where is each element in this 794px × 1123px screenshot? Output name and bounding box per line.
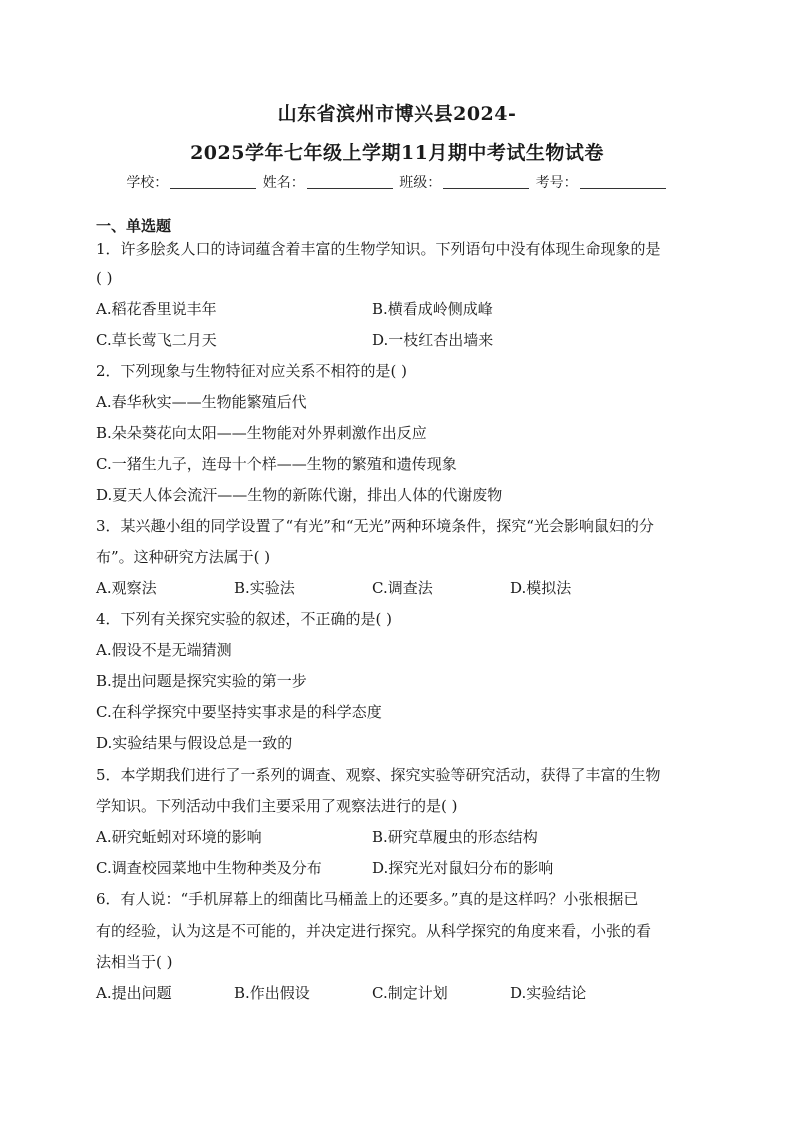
question-3-stem-line2: 布”。这种研究方法属于( ) [96,548,271,566]
question-6-option-a[interactable]: A.提出问题 [96,984,172,1002]
question-2-option-b[interactable]: B.朵朵葵花向太阳——生物能对外界刺激作出反应 [96,424,427,442]
question-3-option-d[interactable]: D.模拟法 [510,579,572,597]
exam-title-line2: 2025学年七年级上学期11月期中考试生物试卷 [190,142,604,164]
question-6-stem-line1: 6．有人说：“手机屏幕上的细菌比马桶盖上的还要多。”真的是这样吗？小张根据已 [96,890,639,908]
question-4-option-a[interactable]: A.假设不是无端猜测 [96,641,232,659]
class-blank[interactable] [443,174,529,189]
question-5-stem-line2: 学知识。下列活动中我们主要采用了观察法进行的是( ) [96,797,458,815]
question-6-stem-line2: 有的经验，认为这是不可能的，并决定进行探究。从科学探究的角度来看，小张的看 [96,922,652,940]
name-label: 姓名： [262,175,305,191]
question-1-stem-line2: ( ) [96,269,113,287]
question-4-option-b[interactable]: B.提出问题是探究实验的第一步 [96,672,307,690]
question-4-stem-line1: 4．下列有关探究实验的叙述，不正确的是( ) [96,610,393,628]
question-3-option-b[interactable]: B.实验法 [234,579,295,597]
question-3-stem-line1: 3．某兴趣小组的同学设置了“有光”和“无光”两种环境条件，探究“光会影响鼠妇的分 [96,517,654,535]
question-1-option-a[interactable]: A.稻花香里说丰年 [96,300,217,318]
question-2-stem-line1: 2．下列现象与生物特征对应关系不相符的是( ) [96,362,408,380]
question-1-stem-line1: 1．许多脍炙人口的诗词蕴含着丰富的生物学知识。下列语句中没有体现生命现象的是 [96,240,661,258]
question-2-option-a[interactable]: A.春华秋实——生物能繁殖后代 [96,393,307,411]
question-3-option-c[interactable]: C.调查法 [372,579,433,597]
question-1-option-b[interactable]: B.横看成岭侧成峰 [372,300,493,318]
exam-title-line1: 山东省滨州市博兴县2024- [277,103,517,125]
question-6-option-c[interactable]: C.制定计划 [372,984,448,1002]
question-5-option-a[interactable]: A.研究蚯蚓对环境的影响 [96,828,262,846]
question-4-option-c[interactable]: C.在科学探究中要坚持实事求是的科学态度 [96,703,382,721]
section-heading: 一、单选题 [96,217,172,235]
student-info-row [0,172,794,192]
number-blank[interactable] [580,174,666,189]
name-blank[interactable] [307,174,393,189]
question-6-option-b[interactable]: B.作出假设 [234,984,310,1002]
question-4-option-d[interactable]: D.实验结果与假设总是一致的 [96,734,293,752]
question-2-option-d[interactable]: D.夏天人体会流汗——生物的新陈代谢，排出人体的代谢废物 [96,486,503,504]
number-label: 考号： [535,175,578,191]
question-1-option-d[interactable]: D.一枝红杏出墙来 [372,331,494,349]
question-2-option-c[interactable]: C.一猪生九子，连母十个样——生物的繁殖和遗传现象 [96,455,457,473]
school-label: 学校： [126,175,169,191]
question-3-option-a[interactable]: A.观察法 [96,579,157,597]
question-6-stem-line3: 法相当于( ) [96,953,173,971]
question-5-stem-line1: 5．本学期我们进行了一系列的调查、观察、探究实验等研究活动，获得了丰富的生物 [96,766,661,784]
class-label: 班级： [399,175,442,191]
question-5-option-d[interactable]: D.探究光对鼠妇分布的影响 [372,859,554,877]
school-blank[interactable] [170,174,256,189]
question-5-option-c[interactable]: C.调查校园菜地中生物种类及分布 [96,859,322,877]
question-5-option-b[interactable]: B.研究草履虫的形态结构 [372,828,538,846]
question-6-option-d[interactable]: D.实验结论 [510,984,587,1002]
question-1-option-c[interactable]: C.草长莺飞二月天 [96,331,217,349]
